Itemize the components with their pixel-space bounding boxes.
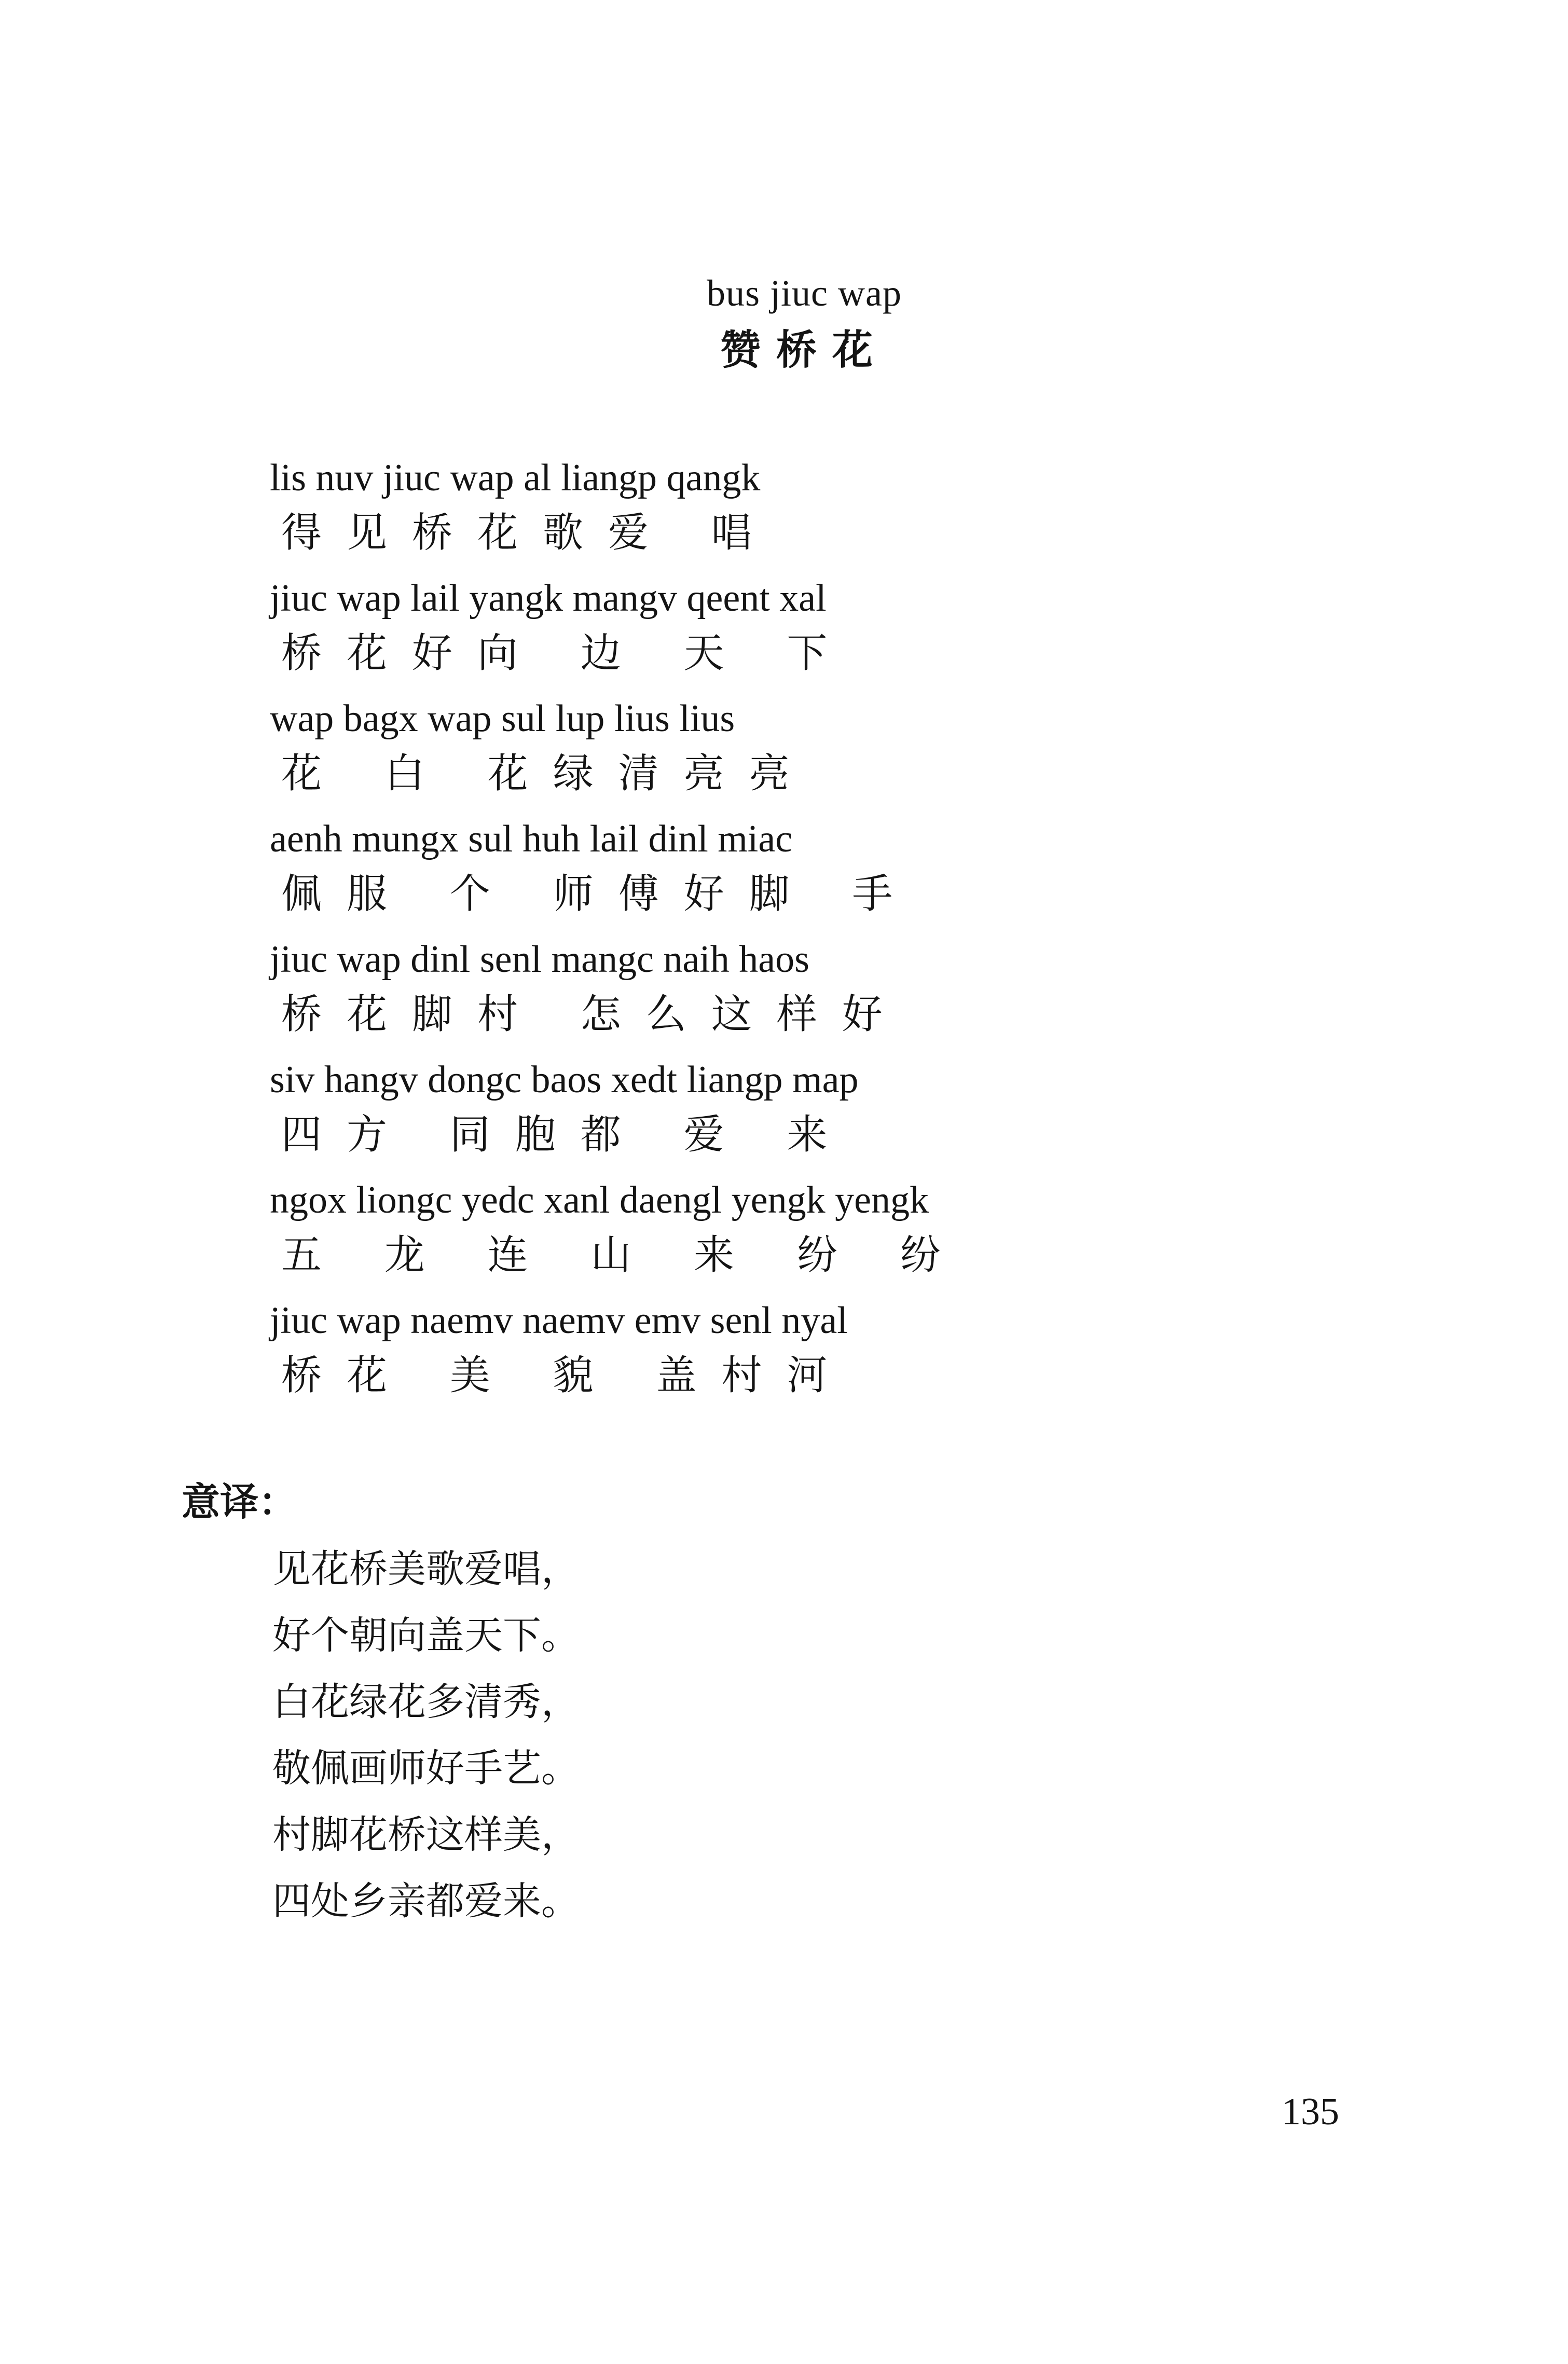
translation-line: 村脚花桥这样美，: [272, 1812, 580, 1857]
verse-line: [270, 1174, 1256, 1294]
verse-romanized: wap bagx wap sul lup lius lius: [270, 697, 735, 740]
translation-line: 敬佩画师好手艺。: [272, 1746, 580, 1791]
verse-line: [270, 692, 1256, 813]
verse-romanized: ngox liongc yedc xanl daengl yengk yengk: [270, 1179, 929, 1221]
verse-chinese: 桥花好向 边 天 下: [281, 630, 852, 677]
verse-chinese: 得见桥花歌爱 唱: [281, 510, 777, 556]
verse-chinese: 花 白 花绿清亮亮: [281, 750, 815, 797]
verse-line: [270, 1053, 1256, 1174]
free-translation: [182, 1474, 1116, 1934]
verse-chinese: 佩服 个 师傅好脚 手: [281, 871, 918, 917]
song-lyrics: [270, 451, 1256, 1414]
title-chinese: 赞桥花: [720, 327, 888, 374]
translation-label: 意译：: [182, 1480, 297, 1524]
translation-lines: [272, 1536, 1116, 1934]
translation-line: 见花桥美歌爱唱，: [272, 1547, 580, 1591]
verse-romanized: jiuc wap naemv naemv emv senl nyal: [270, 1299, 848, 1342]
translation-line: 好个朝向盖天下。: [272, 1613, 580, 1658]
verse-chinese: 五 龙 连 山 来 纷 纷: [281, 1232, 966, 1279]
verse-line: [270, 451, 1256, 572]
translation-line: 白花绿花多清秀，: [272, 1680, 580, 1724]
song-title: [623, 270, 986, 379]
verse-line: [270, 572, 1256, 692]
verse-romanized: lis nuv jiuc wap al liangp qangk: [270, 457, 761, 499]
verse-romanized: jiuc wap dinl senl mangc naih haos: [270, 938, 809, 981]
translation-line: 四处乡亲都爱来。: [272, 1879, 580, 1923]
verse-chinese: 四方 同胞都 爱 来: [281, 1111, 852, 1158]
verse-romanized: aenh mungx sul huh lail dinl miac: [270, 818, 793, 860]
verse-chinese: 桥花脚村 怎么这样好: [281, 991, 907, 1038]
verse-romanized: siv hangv dongc baos xedt liangp map: [270, 1059, 859, 1101]
verse-romanized: jiuc wap lail yangk mangv qeent xal: [270, 577, 827, 620]
verse-line: [270, 813, 1256, 933]
verse-chinese: 桥花 美 貌 盖村河: [281, 1352, 852, 1399]
page-number: 135: [1282, 2091, 1339, 2133]
title-romanized: bus jiuc wap: [707, 272, 902, 314]
verse-line: [270, 933, 1256, 1053]
verse-line: [270, 1294, 1256, 1414]
